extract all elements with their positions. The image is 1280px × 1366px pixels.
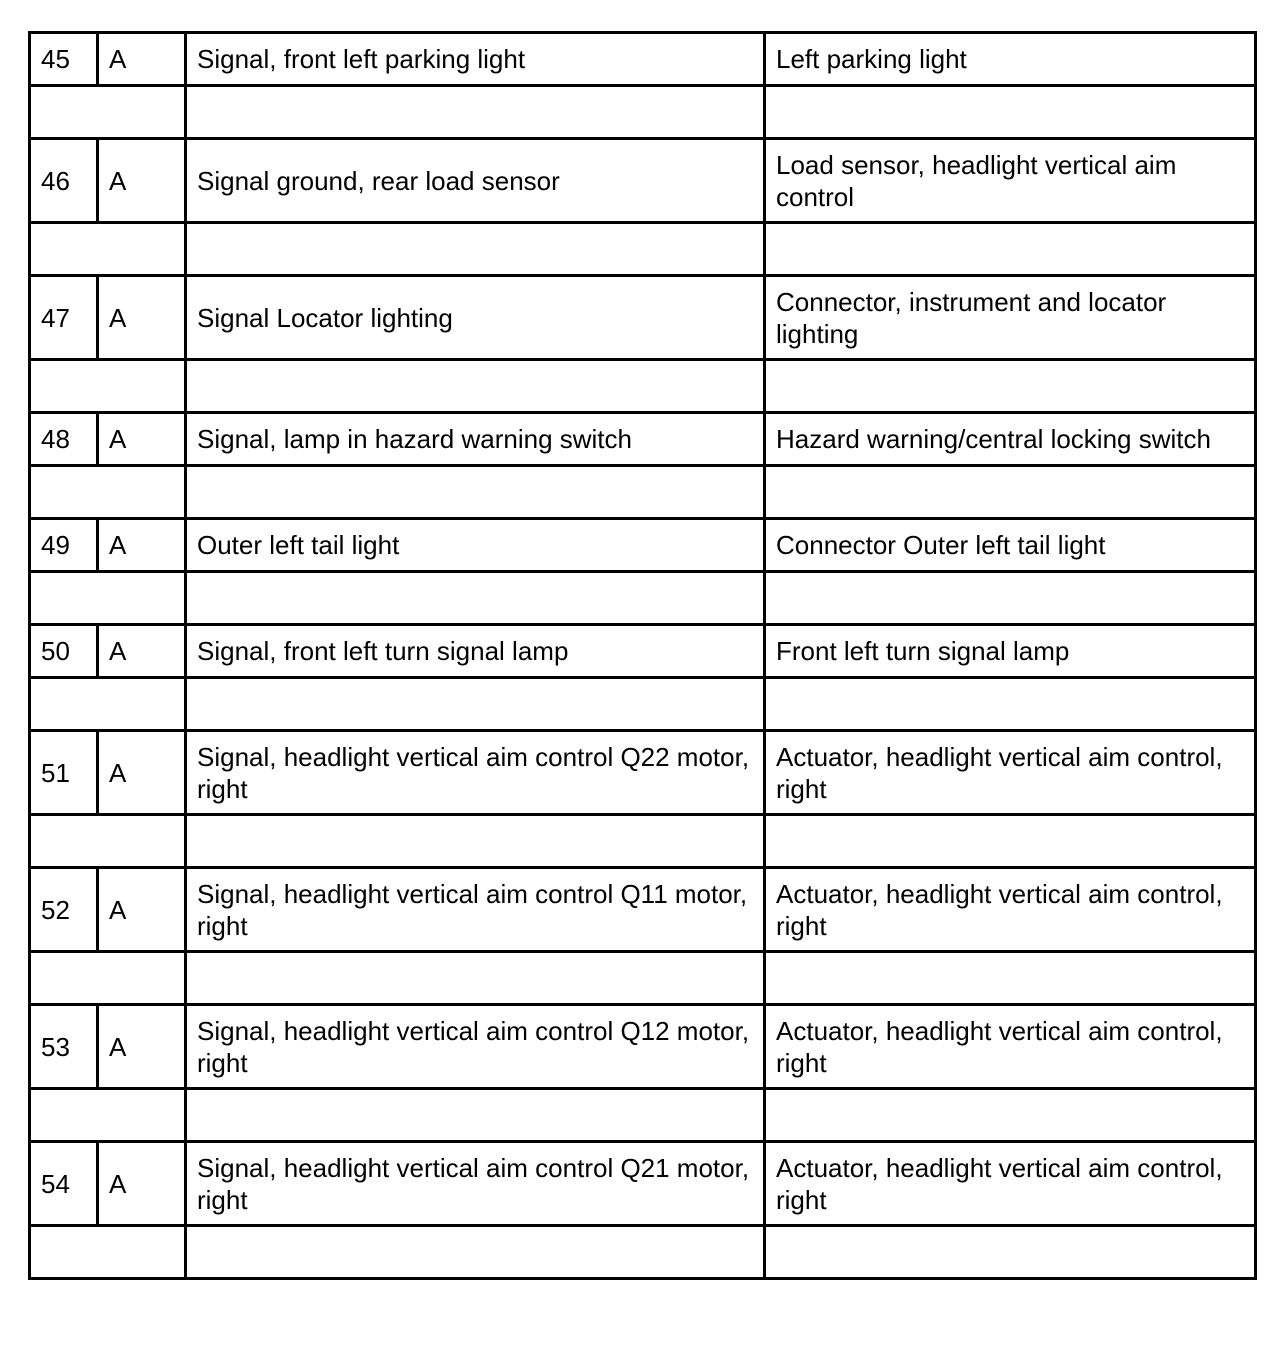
component-cell: Connector Outer left tail light (765, 519, 1256, 572)
component-cell: Left parking light (765, 33, 1256, 86)
spacer-cell-description (186, 223, 765, 276)
spacer-cell-description (186, 678, 765, 731)
spacer-cell-component (765, 952, 1256, 1005)
component-cell: Load sensor, headlight vertical aim control (765, 139, 1256, 223)
table-row (30, 33, 1256, 86)
table-row (30, 276, 1256, 360)
spacer-cell-pin-connector (30, 952, 186, 1005)
spacer-cell-component (765, 1226, 1256, 1279)
pin-number-cell: 48 (30, 413, 98, 466)
spacer-cell-description (186, 1226, 765, 1279)
connector-cell: A (98, 413, 186, 466)
spacer-row (30, 952, 1256, 1005)
spacer-cell-component (765, 223, 1256, 276)
spacer-cell-description (186, 1089, 765, 1142)
spacer-cell-description (186, 952, 765, 1005)
pin-number-cell: 50 (30, 625, 98, 678)
spacer-cell-component (765, 815, 1256, 868)
signal-description-cell: Signal, headlight vertical aim control Q11 motor, right (186, 868, 765, 952)
spacer-row (30, 86, 1256, 139)
component-cell: Connector, instrument and locator lighting (765, 276, 1256, 360)
spacer-cell-description (186, 815, 765, 868)
spacer-cell-component (765, 678, 1256, 731)
component-cell: Hazard warning/central locking switch (765, 413, 1256, 466)
table-row (30, 413, 1256, 466)
spacer-row (30, 360, 1256, 413)
table-row (30, 731, 1256, 815)
pin-number-cell: 49 (30, 519, 98, 572)
connector-cell: A (98, 1005, 186, 1089)
pin-number-cell: 46 (30, 139, 98, 223)
signal-description-cell: Signal, front left parking light (186, 33, 765, 86)
table-row (30, 519, 1256, 572)
spacer-cell-pin-connector (30, 1089, 186, 1142)
signal-description-cell: Signal Locator lighting (186, 276, 765, 360)
signal-description-cell: Signal ground, rear load sensor (186, 139, 765, 223)
component-cell: Actuator, headlight vertical aim control, right (765, 868, 1256, 952)
signal-description-cell: Outer left tail light (186, 519, 765, 572)
spacer-cell-component (765, 86, 1256, 139)
signal-description-cell: Signal, lamp in hazard warning switch (186, 413, 765, 466)
connector-cell: A (98, 33, 186, 86)
connector-cell: A (98, 625, 186, 678)
spacer-cell-description (186, 360, 765, 413)
pin-number-cell: 53 (30, 1005, 98, 1089)
pin-number-cell: 45 (30, 33, 98, 86)
connector-cell: A (98, 1142, 186, 1226)
table-row (30, 139, 1256, 223)
component-cell: Front left turn signal lamp (765, 625, 1256, 678)
spacer-cell-component (765, 572, 1256, 625)
component-cell: Actuator, headlight vertical aim control, right (765, 1005, 1256, 1089)
spacer-row (30, 572, 1256, 625)
component-cell: Actuator, headlight vertical aim control, right (765, 1142, 1256, 1226)
pin-number-cell: 47 (30, 276, 98, 360)
table-row (30, 625, 1256, 678)
spacer-cell-pin-connector (30, 86, 186, 139)
signal-description-cell: Signal, headlight vertical aim control Q21 motor, right (186, 1142, 765, 1226)
table-row (30, 1142, 1256, 1226)
spacer-cell-component (765, 360, 1256, 413)
signal-description-cell: Signal, headlight vertical aim control Q22 motor, right (186, 731, 765, 815)
spacer-cell-pin-connector (30, 1226, 186, 1279)
signal-description-cell: Signal, headlight vertical aim control Q12 motor, right (186, 1005, 765, 1089)
spacer-row (30, 815, 1256, 868)
pin-number-cell: 52 (30, 868, 98, 952)
spacer-cell-pin-connector (30, 360, 186, 413)
spacer-cell-pin-connector (30, 815, 186, 868)
connector-cell: A (98, 731, 186, 815)
spacer-cell-pin-connector (30, 572, 186, 625)
connector-cell: A (98, 519, 186, 572)
spacer-cell-description (186, 572, 765, 625)
signal-description-cell: Signal, front left turn signal lamp (186, 625, 765, 678)
spacer-cell-pin-connector (30, 466, 186, 519)
connector-cell: A (98, 276, 186, 360)
pin-number-cell: 51 (30, 731, 98, 815)
spacer-row (30, 678, 1256, 731)
pin-assignment-table (28, 31, 1257, 1280)
spacer-cell-description (186, 466, 765, 519)
spacer-cell-component (765, 466, 1256, 519)
pin-number-cell: 54 (30, 1142, 98, 1226)
connector-cell: A (98, 868, 186, 952)
spacer-row (30, 223, 1256, 276)
spacer-cell-pin-connector (30, 678, 186, 731)
component-cell: Actuator, headlight vertical aim control, right (765, 731, 1256, 815)
pin-table-body (30, 33, 1256, 1279)
spacer-row (30, 1089, 1256, 1142)
spacer-cell-pin-connector (30, 223, 186, 276)
spacer-cell-description (186, 86, 765, 139)
spacer-row (30, 466, 1256, 519)
connector-cell: A (98, 139, 186, 223)
spacer-cell-component (765, 1089, 1256, 1142)
spacer-row (30, 1226, 1256, 1279)
table-row (30, 1005, 1256, 1089)
table-row (30, 868, 1256, 952)
